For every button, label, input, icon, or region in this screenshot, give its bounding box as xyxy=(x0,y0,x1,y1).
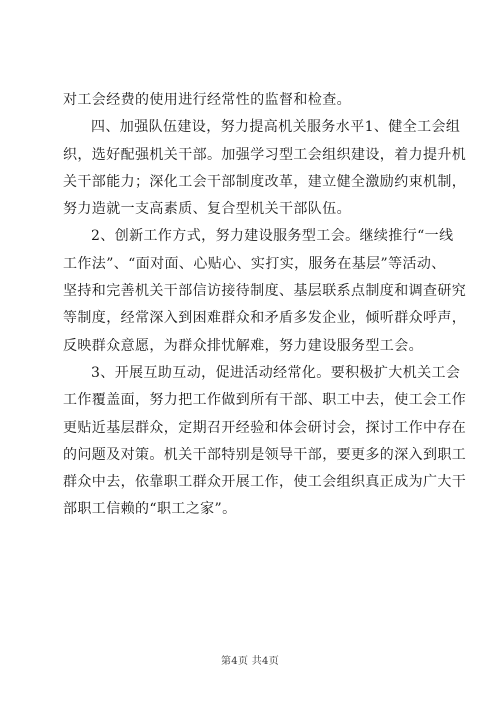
paragraph-start-line: 2、创新工作方式，努力建设服务型工会。继续推行“一线 xyxy=(91,228,454,245)
text-line: 工作法”、“面对面、心贴心、实打实，服务在基层”等活动、 xyxy=(63,255,446,272)
text-line: 更贴近基层群众，定期召开经验和体会研讨会，探讨工作中存在 xyxy=(63,419,467,436)
text-line: 工作覆盖面，努力把工作做到所有干部、职工中去，使工会工作 xyxy=(63,392,467,409)
text-line: 坚持和完善机关干部信访接待制度、基层联系点制度和调查研究 xyxy=(63,283,467,300)
paragraph-start-line: 3、开展互助互动，促进活动经常化。要积极扩大机关工会 xyxy=(91,364,461,381)
text-line: 等制度，经常深入到困难群众和矛盾多发企业，倾听群众呼声， xyxy=(63,310,467,327)
document-body xyxy=(63,87,467,524)
page-number-footer: 第4页 共4页 xyxy=(220,656,279,667)
text-line: 群众中去，依靠职工群众开展工作，使工会组织真正成为广大干 xyxy=(63,474,467,491)
text-line: 的问题及对策。机关干部特别是领导干部，要更多的深入到职工 xyxy=(63,446,467,463)
text-line: 部职工信赖的“职工之家”。 xyxy=(63,501,237,518)
paragraph-start-line: 四、加强队伍建设，努力提高机关服务水平1、健全工会组 xyxy=(91,119,461,136)
text-line: 织，选好配强机关干部。加强学习型工会组织建设，着力提升机 xyxy=(63,146,467,163)
text-line: 反映群众意愿，为群众排忧解难，努力建设服务型工会。 xyxy=(63,337,423,354)
text-line: 努力造就一支高素质、复合型机关干部队伍。 xyxy=(63,201,351,218)
text-line: 对工会经费的使用进行经常性的监督和检查。 xyxy=(63,92,351,108)
text-line: 关干部能力；深化工会干部制度改革，建立健全激励约束机制， xyxy=(63,173,467,190)
